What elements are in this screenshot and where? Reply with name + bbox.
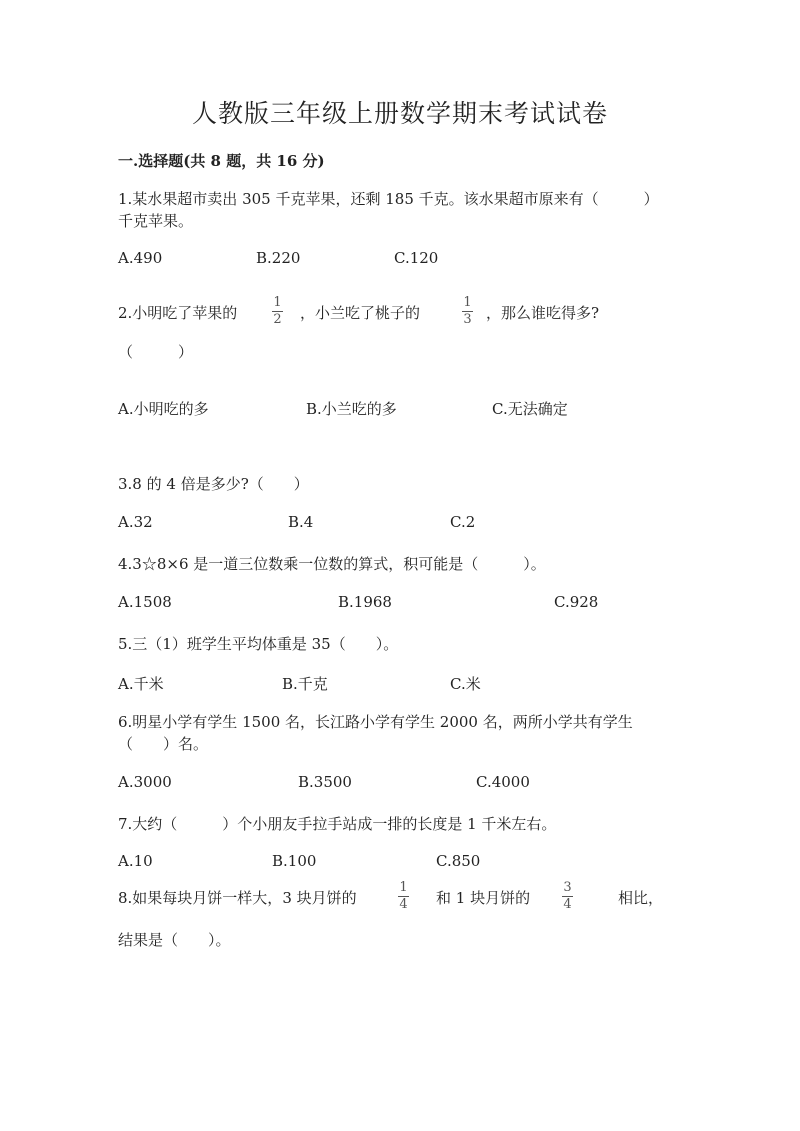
question-3-option-a: A.32 [118, 513, 153, 531]
question-2-text-line-2: （ ） [118, 343, 194, 361]
question-2-text-part-1: 2.小明吃了苹果的 [118, 304, 238, 322]
fraction-denominator: 2 [273, 311, 282, 327]
fraction-numerator: 3 [563, 880, 572, 895]
question-5-text: 5.三（1）班学生平均体重是 35（ ）。 [118, 635, 399, 653]
page-title: 人教版三年级上册数学期末考试试卷 [191, 99, 608, 128]
question-5-option-b: B.千克 [282, 675, 328, 693]
question-4-option-c: C.928 [554, 593, 599, 611]
question-5-option-c: C.米 [450, 675, 481, 693]
section-heading: 一.选择题(共 8 题，共 16 分) [118, 152, 325, 170]
question-6-option-b: B.3500 [298, 773, 352, 791]
question-3-option-b: B.4 [288, 513, 314, 531]
fraction-denominator: 3 [463, 311, 472, 327]
question-6-option-c: C.4000 [476, 773, 530, 791]
question-6-text-line-2: （ ）名。 [118, 735, 209, 753]
question-1-option-c: C.120 [394, 249, 439, 267]
question-8-text-line-2: 结果是（ ）。 [118, 931, 231, 949]
question-2-fraction-1 [272, 296, 283, 326]
fraction-denominator: 4 [399, 896, 408, 912]
question-2-option-b: B.小兰吃的多 [306, 400, 397, 418]
question-7-text: 7.大约（ ）个小朋友手拉手站成一排的长度是 1 千米左右。 [118, 815, 557, 833]
question-4-option-a: A.1508 [118, 593, 172, 611]
question-7-option-c: C.850 [436, 852, 481, 870]
question-8-fraction-1 [398, 881, 409, 911]
question-8-text-part-1: 8.如果每块月饼一样大，3 块月饼的 [118, 889, 357, 907]
fraction-numerator: 1 [399, 880, 408, 895]
question-7-option-a: A.10 [118, 852, 153, 870]
question-2-option-a: A.小明吃的多 [118, 400, 209, 418]
question-1-text-line-2: 千克苹果。 [118, 212, 194, 230]
question-1-option-b: B.220 [256, 249, 301, 267]
question-2-fraction-2 [462, 296, 473, 326]
fraction-numerator: 1 [463, 295, 472, 310]
question-2-text-part-2: ，小兰吃了桃子的 [300, 304, 421, 322]
question-2-text-part-3: ，那么谁吃得多? [486, 304, 600, 322]
question-6-text-line-1: 6.明星小学有学生 1500 名，长江路小学有学生 2000 名，两所小学共有学生 [118, 713, 633, 731]
question-4-text: 4.3☆8×6 是一道三位数乘一位数的算式，积可能是（ ）。 [118, 555, 546, 573]
question-1-option-a: A.490 [118, 249, 163, 267]
fraction-denominator: 4 [563, 896, 572, 912]
question-7-option-b: B.100 [272, 852, 317, 870]
question-4-option-b: B.1968 [338, 593, 392, 611]
question-3-text: 3.8 的 4 倍是多少?（ ） [118, 475, 309, 493]
question-6-option-a: A.3000 [118, 773, 172, 791]
question-3-option-c: C.2 [450, 513, 476, 531]
question-8-fraction-2 [562, 881, 573, 911]
question-1-text-line-1: 1.某水果超市卖出 305 千克苹果，还剩 185 千克。该水果超市原来有（ ） [118, 190, 659, 208]
question-2-option-c: C.无法确定 [492, 400, 568, 418]
question-8-text-part-3: 相比， [618, 889, 664, 907]
question-8-text-part-2: 和 1 块月饼的 [436, 889, 531, 907]
question-5-option-a: A.千米 [118, 675, 164, 693]
fraction-numerator: 1 [273, 295, 282, 310]
